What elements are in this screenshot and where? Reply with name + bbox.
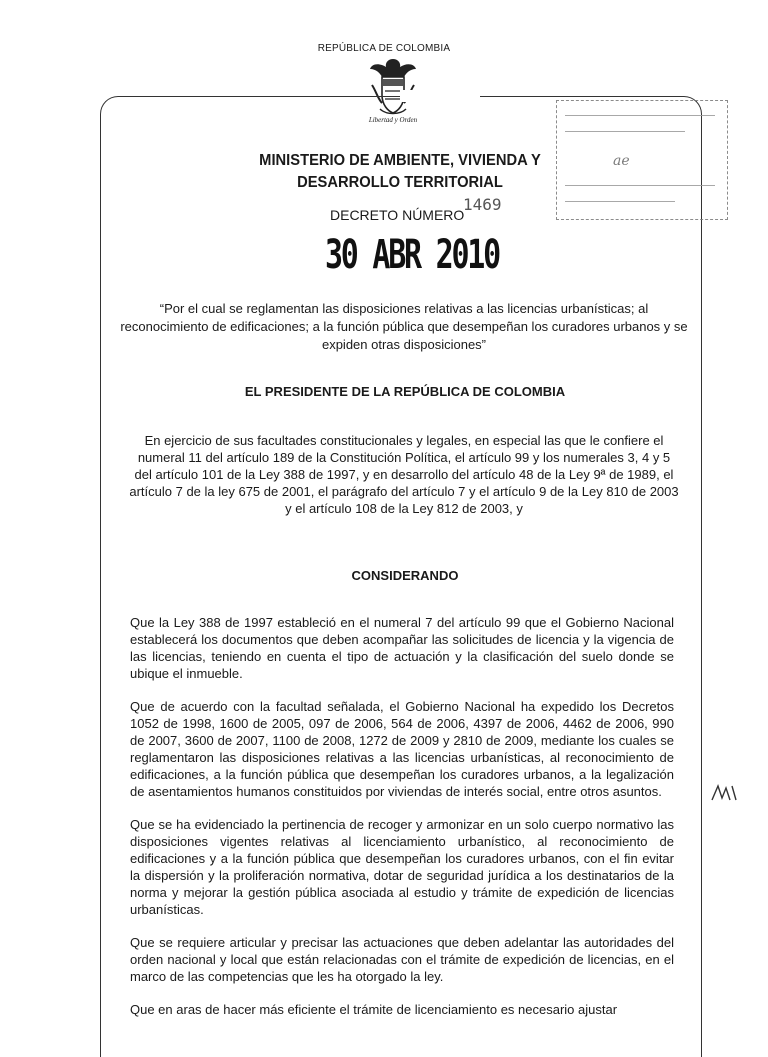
considerations-body <box>130 614 674 1034</box>
decree-number: 1469 <box>463 195 502 214</box>
ministry-title <box>207 150 593 194</box>
ministry-line-2: DESARROLLO TERRITORIAL <box>297 174 503 191</box>
ministry-line-1: MINISTERIO DE AMBIENTE, VIVIENDA Y <box>259 152 541 169</box>
paragraph: Que se requiere articular y precisar las actuaciones que deben adelantar las autoridades del orden nacional y local que están relacionadas con el trámite de expedición de licencias, en el marco de las competencias que les ha otorgado la ley. <box>130 935 674 984</box>
considerando-heading: CONSIDERANDO <box>351 568 459 583</box>
paragraph: Que la Ley 388 de 1997 estableció en el numeral 7 del artículo 99 que el Gobierno Nacional establecerá los documentos que deben acompañar las solicitudes de licencia y la vigencia de las licencias, teniendo en cuenta el tipo de actuación y la clasificación del suelo donde se ubique el inmueble. <box>130 615 674 681</box>
decree-subtitle: “Por el cual se reglamentan las disposiciones relativas a las licencias urbanísticas; al reconocimiento de edificaciones; a la función pública que desempeñan los curadores urbanos y se expiden otras disposiciones” <box>120 301 688 352</box>
margin-initial-icon <box>710 782 740 804</box>
country-header: REPÚBLICA DE COLOMBIA <box>317 43 451 54</box>
paragraph: Que se ha evidenciado la pertinencia de recoger y armonizar en un solo cuerpo normativo las disposiciones vigentes relativas al licenciamiento urbanístico, al reconocimiento de edificaciones y a la función pública que desempeñan los curadores urbanos, con el fin evitar la dispersión y la proliferación normativa, dotar de seguridad jurídica a los destinatarios de la norma y mejorar la gestión pública asociada al estudio y trámite de expedición de licencias urbanísticas. <box>130 817 674 917</box>
paragraph: Que de acuerdo con la facultad señalada, el Gobierno Nacional ha expedido los Decretos 1052 de 1998, 1600 de 2005, 097 de 2006, 564 de 2006, 4397 de 2006, 4462 de 2006, 990 de 2007, 3600 de 2007, 1100 de 2008, 1272 de 2009 y 2810 de 2009, mediante los cuales se reglamentaron las disposiciones relativas a las licencias urbanísticas, al reconocimiento de edificaciones, a la función pública que desempeñan los curadores urbanos, a la legalización de asentamientos humanos constituidos por viviendas de interés social, entre otros asuntos. <box>130 699 674 799</box>
paragraph: Que en aras de hacer más eficiente el trámite de licenciamiento es necesario ajustar <box>130 1002 618 1017</box>
frame-gap <box>400 90 480 102</box>
decree-date: 30 ABR 2010 <box>325 232 499 278</box>
preamble-text: En ejercicio de sus facultades constitucionales y legales, en especial las que le confiere el numeral 11 del artículo 189 de la Constitución Política, el artículo 99 y los numerales 3, 4 y 5 del artículo 101 de la Ley 388 de 1997, y en desarrollo del artículo 48 de la Ley 9ª de 1989, el artículo 7 de la ley 675 de 2001, el parágrafo del artículo 7 y el artículo 9 de la Ley 810 de 2003 y el artículo 108 de la Ley 812 de 2003, y <box>129 433 679 516</box>
motto-text: Libertad y Orden <box>368 116 418 124</box>
decree-label: DECRETO NÚMERO <box>330 207 465 223</box>
stamp-handwriting: ae <box>613 153 630 169</box>
authority-heading: EL PRESIDENTE DE LA REPÚBLICA DE COLOMBIA <box>244 384 566 399</box>
